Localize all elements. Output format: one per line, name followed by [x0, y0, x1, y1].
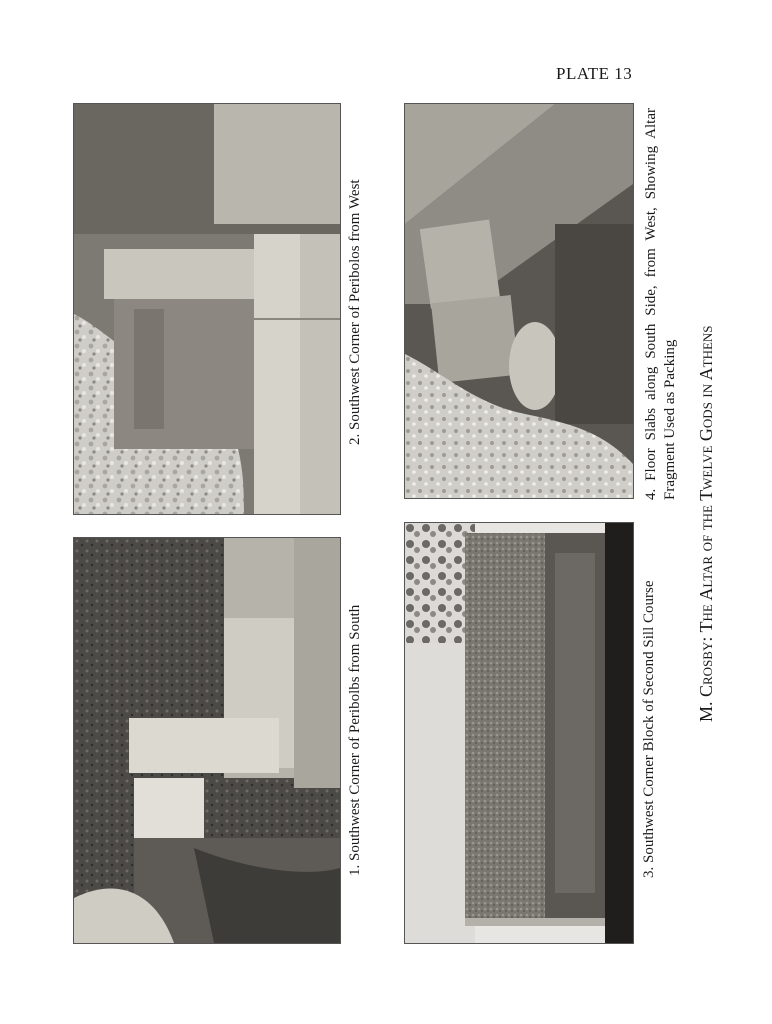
plate-footer: M. Crosby: The Altar of the Twelve Gods in Athens [696, 325, 716, 722]
caption-number: 2. [347, 433, 363, 445]
caption-photo-1 [346, 605, 365, 876]
caption-text: Floor Slabs along South Side, from West, Showing Altar Fragment Used as Packing [643, 108, 678, 500]
photo-3-southwest-corner-block [404, 522, 634, 944]
caption-number: 1. [347, 864, 363, 876]
photo-2-southwest-corner-from-west [73, 103, 341, 515]
photo-1-southwest-corner-from-south [73, 537, 341, 944]
caption-text: Southwest Corner of Peribolos from West [347, 179, 363, 430]
caption-number: 4. [643, 488, 659, 500]
plate-label: PLATE 13 [556, 64, 633, 83]
caption-number: 3. [641, 866, 657, 878]
photo-4-floor-slabs-south-side [404, 103, 634, 499]
caption-photo-3 [640, 581, 659, 878]
caption-text: Southwest Corner of Peribolbs from South [347, 604, 363, 861]
caption-photo-2 [346, 179, 365, 445]
caption-photo-4 [642, 108, 680, 500]
caption-text: Southwest Corner Block of Second Sill Course [641, 580, 657, 863]
